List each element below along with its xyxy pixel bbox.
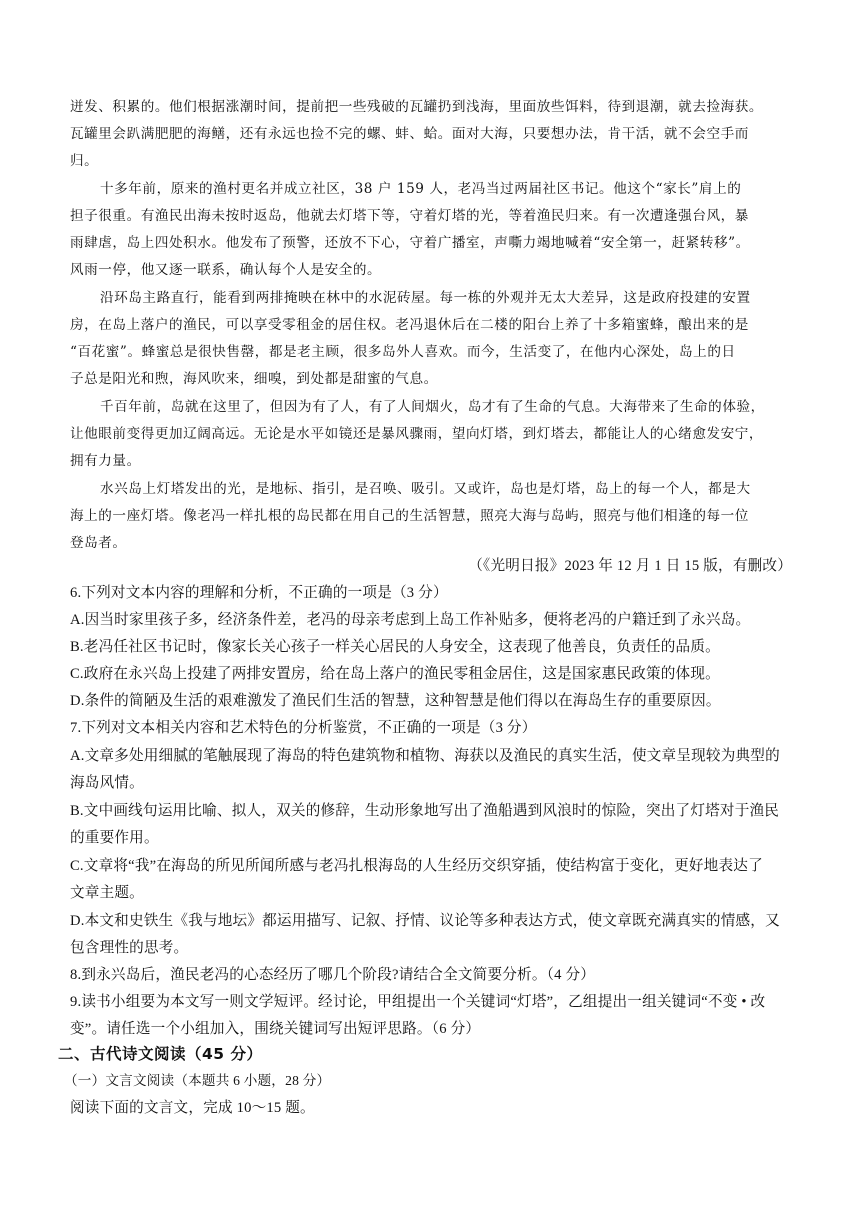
question-7-option-c-cont: 文章主题。	[70, 885, 144, 901]
article-line: “百花蜜”。蜂蜜总是很快售罄，都是老主顾，很多岛外人喜欢。而今，生活变了，在他内心深处，岛上的日	[70, 344, 736, 360]
section-2-instruction: 阅读下面的文言文，完成 10～15 题。	[70, 1100, 315, 1116]
article-line: 雨肆虐，岛上四处积水。他发布了预警，还放不下心，守着广播室，声嘶力竭地喊着“安全第一，赶紧转移”。	[70, 235, 750, 251]
article-line: 担子很重。有渔民出海未按时返岛，他就去灯塔下等，守着灯塔的光，等着渔民归来。有一次遭逢强台风，暴	[70, 208, 749, 224]
section-2-subtitle: （一）文言文阅读（本题共 6 小题，28 分）	[64, 1073, 331, 1088]
question-8: 8.到永兴岛后，渔民老冯的心态经历了哪几个阶段?请结合全文简要分析。（4 分）	[70, 967, 596, 983]
article-line: 沿环岛主路直行，能看到两排掩映在林中的水泥砖屋。每一栋的外观并无太大差异，这是政府投建的安置	[100, 290, 751, 306]
questions-block	[70, 580, 792, 1042]
question-9: 9.读书小组要为本文写一则文学短评。经讨论，甲组提出一个关键词“灯塔”，乙组提出一组关键词“不变 • 改	[70, 994, 766, 1010]
question-6-stem: 6.下列对文本内容的理解和分析，不正确的一项是（3 分）	[70, 585, 448, 601]
question-7-option-a-cont: 海岛风情。	[70, 775, 144, 791]
article-line: 房，在岛上落户的渔民，可以享受零租金的居住权。老冯退休后在二楼的阳台上养了十多箱蜜蜂，酿出来的是	[70, 317, 749, 333]
article-line: 千百年前，岛就在这里了，但因为有了人，有了人间烟火，岛才有了生命的气息。大海带来了生命的体验，	[100, 399, 765, 415]
question-7-option-c: C.文章将“我”在海岛的所见所闻所感与老冯扎根海岛的人生经历交织穿插，使结构富于变化，更好地表达了	[70, 858, 763, 874]
article-line: 迸发、积累的。他们根据涨潮时间，提前把一些残破的瓦罐扔到浅海，里面放些饵料，待到退潮，就去捡海获。	[70, 99, 764, 115]
question-6-option-a: A.因当时家里孩子多，经济条件差，老冯的母亲考虑到上岛工作补贴多，便将老冯的户籍迁到了永兴岛。	[70, 612, 751, 628]
article-line: 十多年前，原来的渔村更名并成立社区，38 户 159 人，老冯当过两届社区书记。他这个“家长”肩上的	[100, 181, 742, 197]
question-7-option-d: D.本文和史铁生《我与地坛》都运用描写、记叙、抒情、议论等多种表达方式，使文章既充满真实的情感，又	[70, 913, 780, 929]
article-line: 风雨一停，他又逐一联系，确认每个人是安全的。	[70, 262, 382, 278]
question-9-cont: 变”。请任选一个小组加入，围绕关键词写出短评思路。（6 分）	[70, 1021, 481, 1037]
article-source: （《光明日报》2023 年 12 月 1 日 15 版，有删改）	[468, 558, 792, 574]
question-6-option-b: B.老冯任社区书记时，像家长关心孩子一样关心居民的人身安全，这表现了他善良，负责任的品质。	[70, 639, 720, 655]
article-line: 水兴岛上灯塔发出的光，是地标、指引，是召唤、吸引。又或许，岛也是灯塔，岛上的每一个人，都是大	[100, 481, 751, 497]
article-line: 子总是阳光和煦，海风吹来，细嗅，到处都是甜蜜的气息。	[70, 371, 438, 387]
article-line: 让他眼前变得更加辽阔高远。无论是水平如镜还是暴风骤雨，望向灯塔，到灯塔去，都能让人的心绪愈发安宁，	[70, 426, 764, 442]
section-2	[58, 1041, 798, 1121]
article-line: 归。	[70, 153, 99, 169]
article-line: 拥有力量。	[70, 453, 141, 469]
article-body	[70, 94, 792, 564]
question-6-option-c: C.政府在永兴岛上投建了两排安置房，给在岛上落户的渔民零租金居住，这是国家惠民政策的体现。	[70, 666, 720, 682]
section-2-title: 二、古代诗文阅读（45 分）	[58, 1045, 263, 1063]
article-line: 瓦罐里会趴满肥肥的海鳝，还有永远也捡不完的螺、蚌、蛤。面对大海，只要想办法，肯干活，就不会空手而	[70, 126, 749, 142]
article-line: 海上的一座灯塔。像老冯一样扎根的岛民都在用自己的生活智慧，照亮大海与岛屿，照亮与他们相逢的每一位	[70, 508, 749, 524]
question-7-option-b: B.文中画线句运用比喻、拟人，双关的修辞，生动形象地写出了渔船遇到风浪时的惊险，突出了灯塔对于渔民	[70, 803, 780, 819]
question-6-option-d: D.条件的简陋及生活的艰难激发了渔民们生活的智慧，这种智慧是他们得以在海岛生存的重要原因。	[70, 693, 721, 709]
article-line: 登岛者。	[70, 535, 127, 551]
question-7-stem: 7.下列对文本相关内容和艺术特色的分析鉴赏，不正确的一项是（3 分）	[70, 720, 537, 736]
question-7-option-b-cont: 的重要作用。	[70, 830, 159, 846]
question-7-option-d-cont: 包含理性的思考。	[70, 940, 189, 956]
question-7-option-a: A.文章多处用细腻的笔触展现了海岛的特色建筑物和植物、海获以及渔民的真实生活，使文章呈现较为典型的	[70, 748, 780, 764]
article-source-block	[70, 553, 792, 579]
